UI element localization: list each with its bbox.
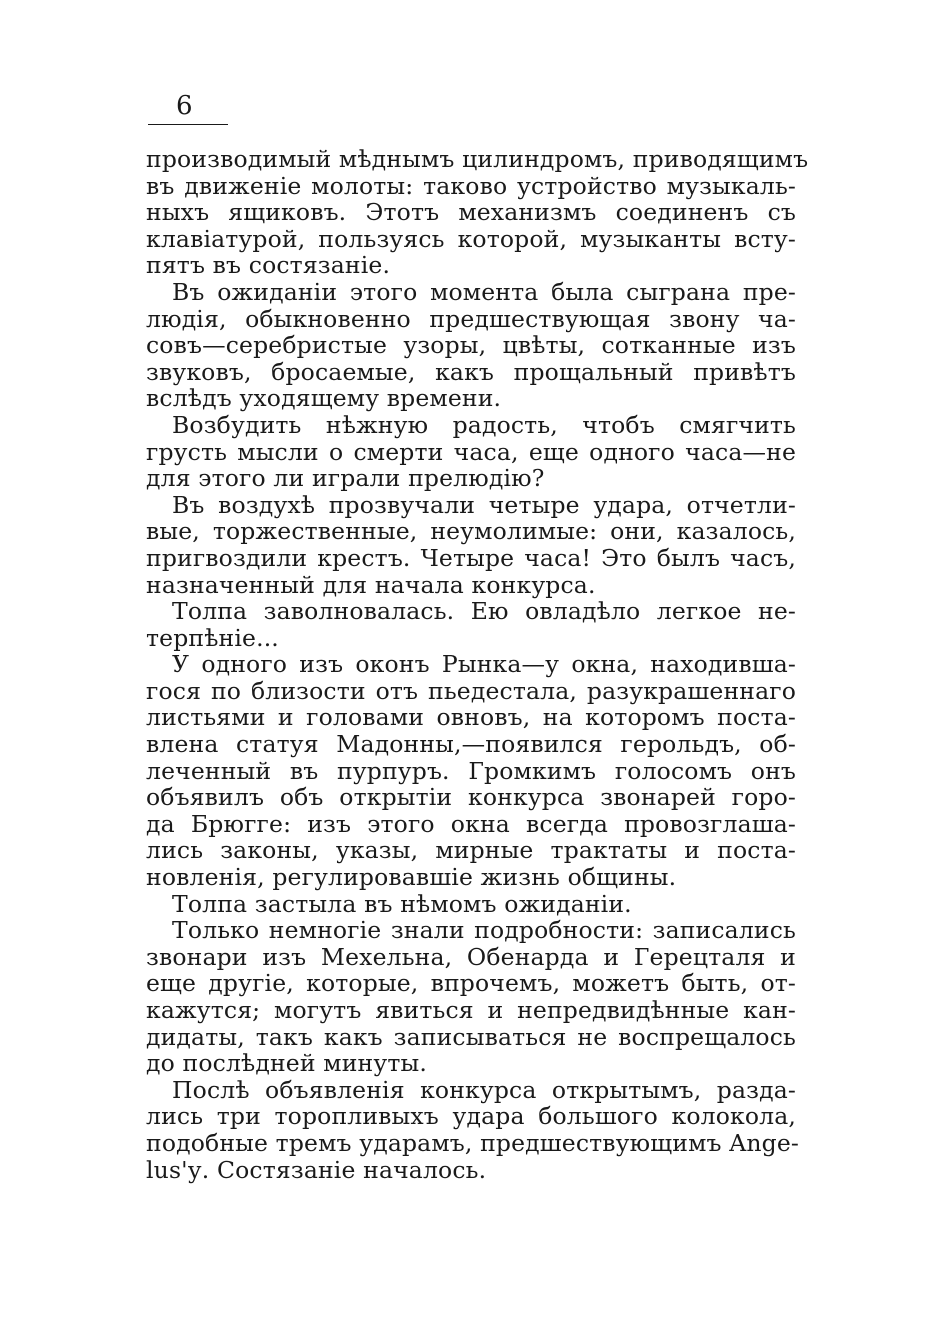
text-line: терпѣніе... (146, 623, 279, 652)
paragraph (146, 891, 796, 918)
text-line: въ движеніе молоты: таково устройство музыкаль- (146, 171, 796, 200)
text-line: грусть мысли о смерти часа, еще одного часа—не (146, 437, 796, 466)
text-line: леченный въ пурпуръ. Громкимъ голосомъ онъ (146, 756, 796, 785)
text-line: Толпа заволновалась. Ею овладѣло легкое не- (172, 597, 796, 626)
text-line: ныхъ ящиковъ. Этотъ механизмъ соединенъ съ (146, 198, 796, 227)
text-line: лись законы, указы, мирные трактаты и поста- (146, 836, 796, 865)
text-line: совъ—серебристые узоры, цвѣты, сотканные изъ (146, 331, 796, 360)
paragraph (146, 917, 796, 1077)
paragraph (146, 598, 796, 651)
text-line: дидаты, такъ какъ записываться не воспрещалось (146, 1022, 796, 1051)
text-line: пятъ въ состязаніе. (146, 251, 391, 280)
paragraph (146, 412, 796, 492)
text-line: еще другіе, которые, впрочемъ, можетъ быть, от- (146, 969, 796, 998)
paragraph (146, 651, 796, 890)
text-line: гося по близости отъ пьедестала, разукрашеннаго (146, 676, 796, 705)
text-line: Въ воздухѣ прозвучали четыре удара, отчетли- (172, 490, 796, 519)
text-line: назначенный для начала конкурса. (146, 570, 596, 599)
paragraph (146, 279, 796, 412)
text-line: Только немногіе знали подробности: записались (172, 916, 796, 945)
text-line: звонари изъ Мехельна, Обенарда и Герецталя и (146, 942, 796, 971)
text-line: вые, торжественные, неумолимые: они, казалось, (146, 517, 796, 546)
text-line: звуковъ, бросаемые, какъ прощальный привѣтъ (146, 357, 796, 386)
text-line: лись три торопливыхъ удара большого колокола, (146, 1102, 796, 1131)
text-line: lus'у. Состязаніе началось. (146, 1155, 487, 1184)
text-line: Толпа застыла въ нѣмомъ ожиданіи. (172, 889, 632, 918)
text-line: да Брюгге: изъ этого окна всегда провозглаша- (146, 809, 796, 838)
paragraph (146, 145, 809, 280)
text-line: Послѣ объявленія конкурса открытымъ, разда- (172, 1075, 796, 1104)
text-line: У одного изъ оконъ Рынка—у окна, находивша- (172, 650, 796, 679)
text-line: влена статуя Мадонны,—появился герольдъ, об- (146, 730, 796, 759)
text-line: листьями и головами овновъ, на которомъ поста- (146, 703, 796, 732)
paragraph (146, 1075, 799, 1184)
text-line: подобные тремъ ударамъ, предшествующимъ Ange- (146, 1128, 799, 1157)
text-line: пригвоздили крестъ. Четыре часа! Это былъ часъ, (146, 543, 796, 572)
text-line: производимый мѣднымъ цилиндромъ, приводящимъ (146, 145, 809, 173)
text-line: Возбудить нѣжную радость, чтобъ смягчить (172, 410, 796, 439)
text-line: Въ ожиданіи этого момента была сыграна пре- (172, 277, 796, 306)
text-line: клавіатурой, пользуясь которой, музыканты всту- (146, 224, 796, 253)
paragraph (146, 492, 796, 598)
page-number: 6 (176, 91, 193, 121)
page-number-rule (148, 124, 228, 125)
text-line: до послѣдней минуты. (146, 1049, 427, 1078)
text-line: объявилъ объ открытіи конкурса звонарей горо- (146, 783, 796, 812)
text-line: кажутся; могутъ явиться и непредвидѣнные кан- (146, 996, 796, 1024)
text-line: людія, обыкновенно предшествующая звону ча- (146, 304, 796, 333)
text-line: вслѣдъ уходящему времени. (146, 384, 502, 413)
text-line: для этого ли играли прелюдію? (146, 464, 545, 493)
body-text (146, 145, 809, 1184)
text-line: новленія, регулировавшіе жизнь общины. (146, 863, 677, 892)
